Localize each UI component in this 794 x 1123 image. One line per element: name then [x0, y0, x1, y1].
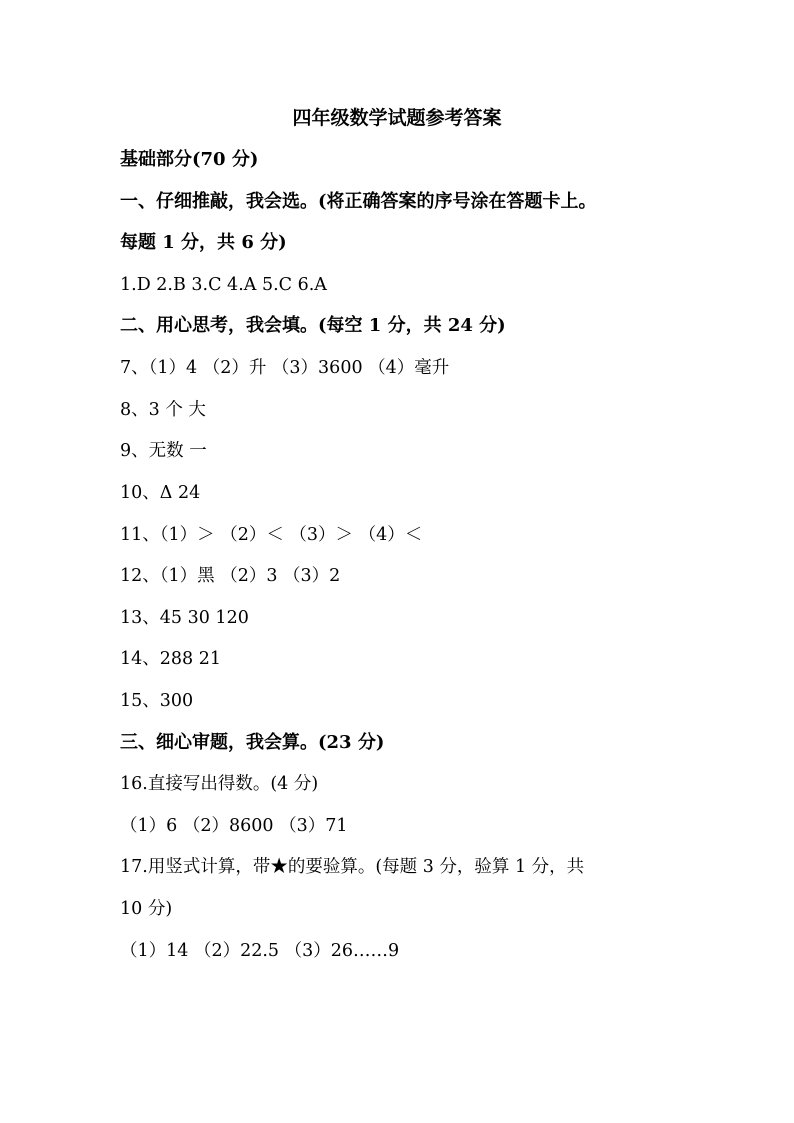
answer-line-9: 9、无数 一 [120, 441, 207, 461]
answer-line-7: 7、（1）4 （2）升 （3）3600 （4）毫升 [120, 358, 450, 378]
page-title: 四年级数学试题参考答案 [292, 107, 502, 129]
section-basic-heading: 基础部分(70 分) [120, 149, 259, 170]
answer-line-1-6: 1.D 2.B 3.C 4.A 5.C 6.A [120, 275, 327, 295]
section-1-heading: 一、仔细推敲，我会选。(将正确答案的序号涂在答题卡上。 [120, 191, 597, 212]
answer-line-15: 15、300 [120, 691, 194, 711]
answer-line-12: 12、（1）黑 （2）3 （3）2 [120, 566, 341, 586]
answer-line-17: （1）14 （2）22.5 （3）26……9 [120, 941, 400, 961]
answer-line-11: 11、（1）＞ （2）＜ （3）＞ （4）＜ [120, 525, 423, 545]
question-17-heading: 17.用竖式计算，带★的要验算。(每题 3 分，验算 1 分，共 [120, 857, 585, 877]
question-17-heading-cont: 10 分) [120, 899, 173, 919]
section-1-heading-cont: 每题 1 分，共 6 分) [120, 232, 287, 253]
answer-line-13: 13、45 30 120 [120, 608, 249, 628]
answer-line-16: （1）6 （2）8600 （3）71 [120, 816, 348, 836]
answer-line-14: 14、288 21 [120, 649, 222, 669]
question-16-heading: 16.直接写出得数。(4 分) [120, 774, 319, 794]
section-3-heading: 三、细心审题，我会算。(23 分) [120, 732, 385, 753]
section-2-heading: 二、用心思考，我会填。(每空 1 分，共 24 分) [120, 315, 506, 336]
answer-line-10: 10、Δ 24 [120, 483, 201, 503]
answer-line-8: 8、3 个 大 [120, 400, 206, 420]
